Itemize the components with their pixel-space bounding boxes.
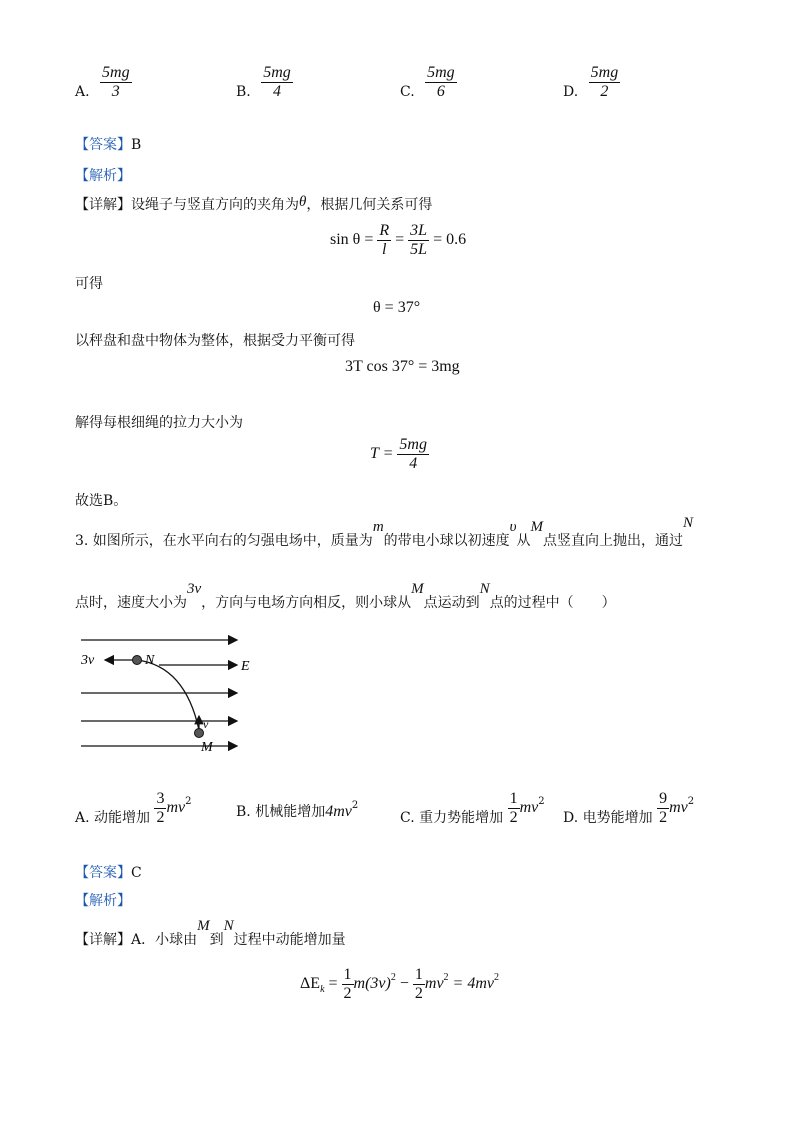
- detail-tag: 【详解】: [75, 197, 131, 213]
- q3-option-c[interactable]: C. 重力势能增加 $\frac{1}{2}$ $mv^2$: [400, 790, 545, 827]
- label-v: v: [203, 717, 209, 731]
- q2-conclusion: 故选B。: [75, 493, 128, 509]
- q3-stem-line2: 点时，速度大小为3v，方向与电场方向相反，则小球从M点运动到N点的过程中（ ）: [75, 581, 616, 611]
- option-letter: A.: [75, 84, 90, 101]
- option-fraction: $\frac{5mg}{6}$: [427, 64, 455, 100]
- var-M: M: [411, 581, 424, 597]
- detail-text: 设绳子与竖直方向的夹角为: [131, 197, 299, 213]
- option-fraction: $\frac{5mg}{3}$: [102, 64, 130, 100]
- q2-option-a[interactable]: [75, 64, 132, 100]
- q2-text-solve: 解得每根细绳的拉力大小为: [75, 415, 243, 431]
- var-v: υ: [509, 519, 517, 535]
- q3-detail: 【详解】A．小球由M到N过程中动能增加量: [75, 918, 346, 948]
- label-E: E: [241, 659, 250, 674]
- label-N: N: [145, 653, 155, 668]
- q2-equation-sin: sin θ = $\frac{R}{l}$ = $\frac{3L}{5L}$ = 0.6: [330, 222, 467, 258]
- answer-tag: 【答案】: [75, 137, 131, 153]
- q2-option-d[interactable]: [563, 64, 620, 100]
- option-letter: B.: [236, 84, 251, 101]
- q2-answer: [75, 134, 141, 154]
- var-m: m: [372, 519, 384, 535]
- theta-symbol: θ: [299, 194, 307, 210]
- option-fraction: $\frac{5mg}{2}$: [590, 64, 619, 100]
- q2-equation-tension: T = $\frac{5mg}{4}$: [370, 436, 427, 472]
- q3-option-d[interactable]: D. 电势能增加 $\frac{9}{2}$ $mv^2$: [563, 790, 695, 827]
- q2-text-whole: 以秤盘和盘中物体为整体，根据受力平衡可得: [75, 333, 355, 349]
- detail-text2: ，根据几何关系可得: [306, 197, 433, 213]
- option-letter: C.: [400, 84, 415, 101]
- q3-option-b[interactable]: B. 机械能增加$4mv^2$: [236, 800, 359, 820]
- q2-analysis-tag: 【解析】: [75, 168, 131, 184]
- q2-option-b[interactable]: [236, 64, 293, 100]
- q2-equation-theta: θ = 37°: [373, 299, 421, 316]
- q3-answer: 【答案】C: [75, 865, 142, 881]
- ball-N: [133, 656, 142, 665]
- var-M: M: [530, 519, 544, 535]
- q3-analysis-tag: 【解析】: [75, 893, 131, 909]
- q3-option-a[interactable]: A. 动能增加 $\frac{3}{2}$ $mv^2$: [75, 790, 192, 827]
- option-fraction: $\frac{5mg}{4}$: [263, 64, 291, 100]
- q2-text-kede: 可得: [75, 276, 103, 292]
- q2-option-c[interactable]: [400, 64, 457, 100]
- q3-equation-kinetic: $\Delta E_k$ = $\frac{1}{2}$ $m(3v)^2$ − $\frac{1}{2}$ $mv^2 = 4mv^2$: [300, 966, 499, 1002]
- var-N: N: [479, 581, 490, 597]
- electric-field-figure: [75, 628, 265, 756]
- trajectory: [137, 660, 199, 730]
- q2-equation-balance: 3T cos 37° = 3mg: [345, 358, 460, 375]
- label-3v: 3v: [81, 653, 95, 668]
- var-3v: 3v: [187, 581, 202, 597]
- option-letter: D.: [563, 84, 579, 101]
- answer-value: B: [131, 137, 142, 153]
- q2-detail: [75, 194, 432, 214]
- label-M: M: [201, 740, 213, 755]
- q3-stem-line1: 3. 如图所示，在水平向右的匀强电场中，质量为m的带电小球以初速度υ从M点竖直向上抛出，通过N: [75, 515, 694, 549]
- field-lines: [81, 640, 237, 746]
- var-N: N: [683, 515, 694, 531]
